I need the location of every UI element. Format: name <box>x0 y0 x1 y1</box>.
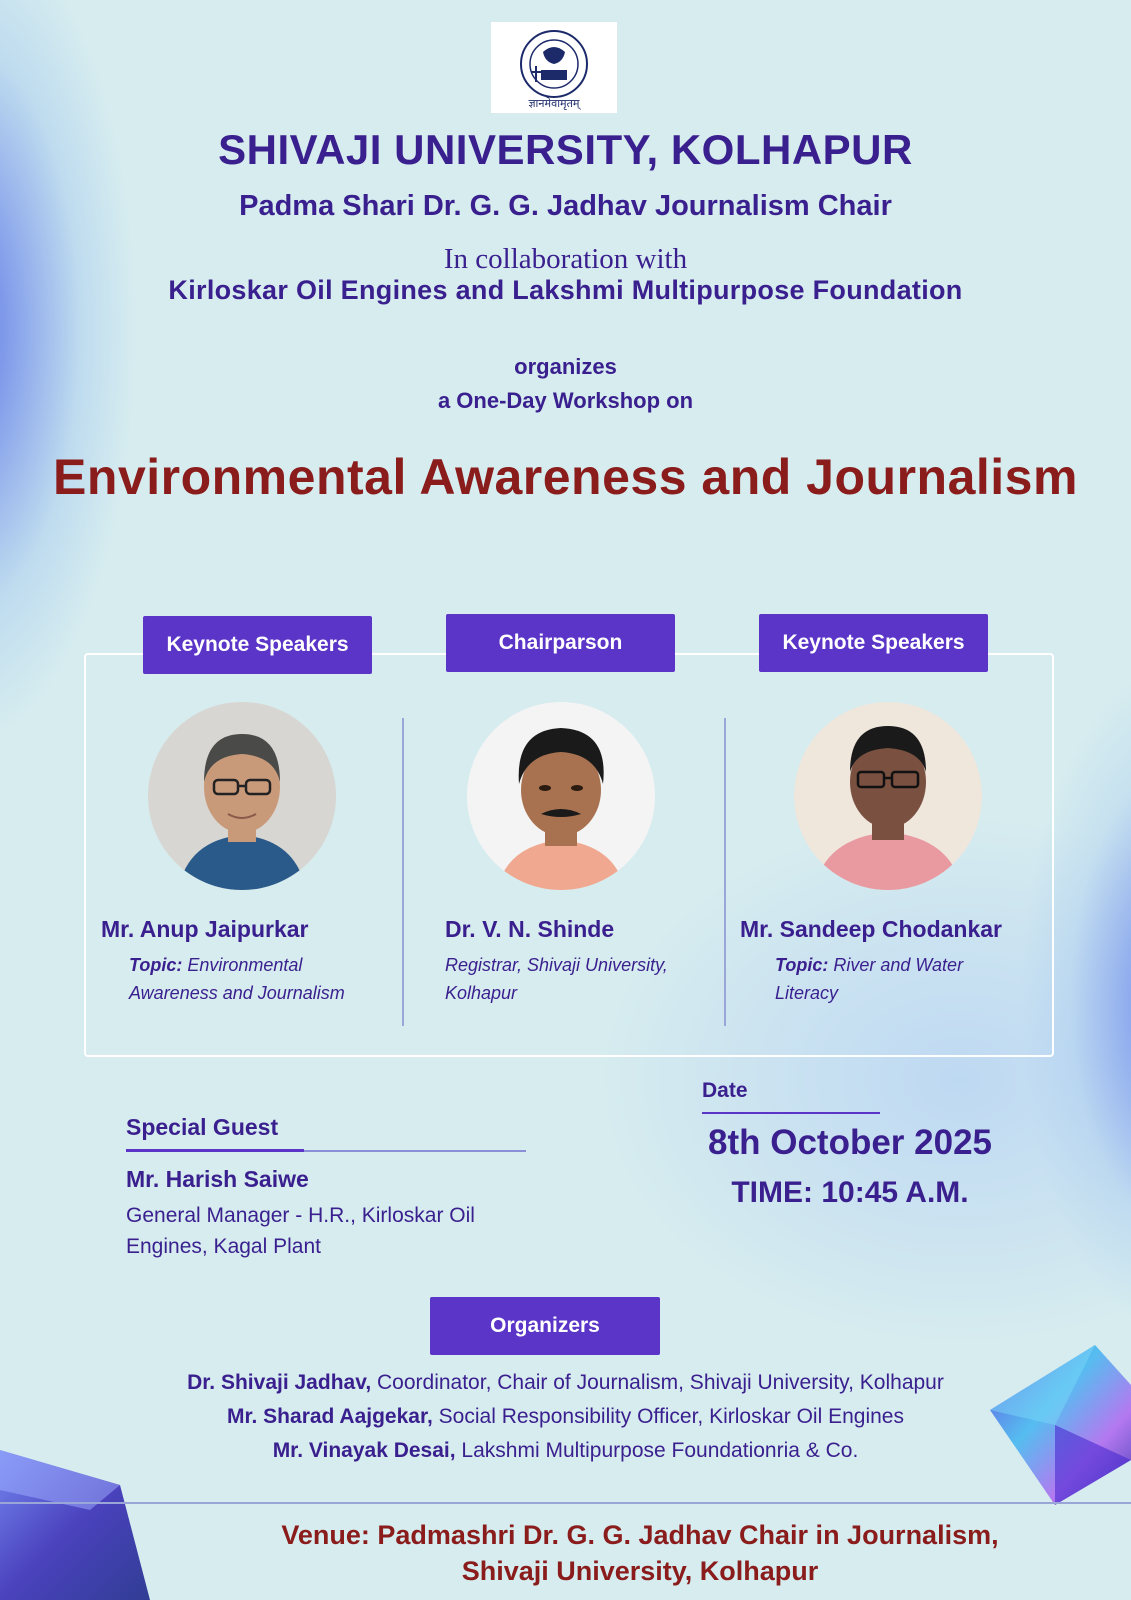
organizers-list <box>0 1366 1131 1468</box>
speaker-topic-anup-jaipurkar <box>129 951 379 1007</box>
organizer-role: Lakshmi Multipurpose Foundationria & Co. <box>461 1439 859 1462</box>
speaker-photo-sandeep-chodankar <box>794 702 982 890</box>
topic-text: River and Water Literacy <box>775 955 964 1003</box>
organizer-name: Mr. Vinayak Desai, <box>272 1439 456 1462</box>
decorative-glass-block <box>0 1450 150 1600</box>
organizer-name: Mr. Sharad Aajgekar, <box>227 1405 433 1428</box>
organizer-line <box>0 1366 1131 1400</box>
special-guest-underline-accent <box>126 1149 304 1152</box>
speaker-name-anup-jaipurkar: Mr. Anup Jaipurkar <box>101 916 309 942</box>
university-logo <box>491 22 617 113</box>
special-guest-heading: Special Guest <box>126 1114 279 1140</box>
organizes-text: organizes <box>514 354 617 379</box>
event-date: 8th October 2025 <box>708 1123 992 1162</box>
tag-keynote-speakers-left: Keynote Speakers <box>143 616 372 674</box>
topic-text: Environmental Awareness and Journalism <box>129 955 345 1003</box>
workshop-title: Environmental Awareness and Journalism <box>53 449 1078 505</box>
venue-line-1: Venue: Padmashri Dr. G. G. Jadhav Chair in Journalism, <box>281 1520 999 1550</box>
tag-chairperson: Chairparson <box>446 614 675 672</box>
divider-right <box>724 718 726 1026</box>
speaker-name-sandeep-chodankar: Mr. Sandeep Chodankar <box>740 916 1003 942</box>
collaboration-text: In collaboration with <box>443 243 688 275</box>
divider-left <box>402 718 404 1026</box>
organizer-line <box>0 1400 1131 1434</box>
topic-label: Topic: <box>129 955 183 975</box>
chairperson-role: Registrar, Shivaji University, Kolhapur <box>445 955 668 1003</box>
organizer-line <box>0 1434 1131 1468</box>
topic-label: Topic: <box>775 955 829 975</box>
special-guest-role: General Manager - H.R., Kirloskar Oil Engines, Kagal Plant <box>126 1204 475 1258</box>
speaker-photo-vn-shinde <box>467 702 655 890</box>
speaker-topic-sandeep-chodankar <box>775 951 1005 1007</box>
university-name: SHIVAJI UNIVERSITY, KOLHAPUR <box>218 126 913 173</box>
date-underline <box>702 1112 880 1114</box>
speaker-photo-anup-jaipurkar <box>148 702 336 890</box>
organizer-role: Social Responsibility Officer, Kirloskar Oil Engines <box>438 1405 904 1428</box>
venue <box>280 1517 1000 1589</box>
venue-line-2: Shivaji University, Kolhapur <box>461 1556 819 1586</box>
chairperson-name: Dr. V. N. Shinde <box>445 916 615 942</box>
tag-keynote-speakers-right: Keynote Speakers <box>759 614 988 672</box>
workshop-text: a One-Day Workshop on <box>437 388 694 413</box>
date-label: Date <box>702 1079 748 1102</box>
venue-divider <box>0 1502 1131 1504</box>
special-guest-name: Mr. Harish Saiwe <box>126 1166 309 1192</box>
event-time: TIME: 10:45 A.M. <box>731 1176 969 1209</box>
organizer-role: Coordinator, Chair of Journalism, Shivaji University, Kolhapur <box>377 1371 944 1394</box>
chair-name: Padma Shari Dr. G. G. Jadhav Journalism Chair <box>239 190 892 222</box>
organizer-name: Dr. Shivaji Jadhav, <box>187 1371 372 1394</box>
logo-motto: ज्ञानमेवामृतम् <box>528 97 580 110</box>
partner-organizations: Kirloskar Oil Engines and Lakshmi Multipurpose Foundation <box>168 275 963 305</box>
organizers-heading: Organizers <box>430 1297 660 1355</box>
